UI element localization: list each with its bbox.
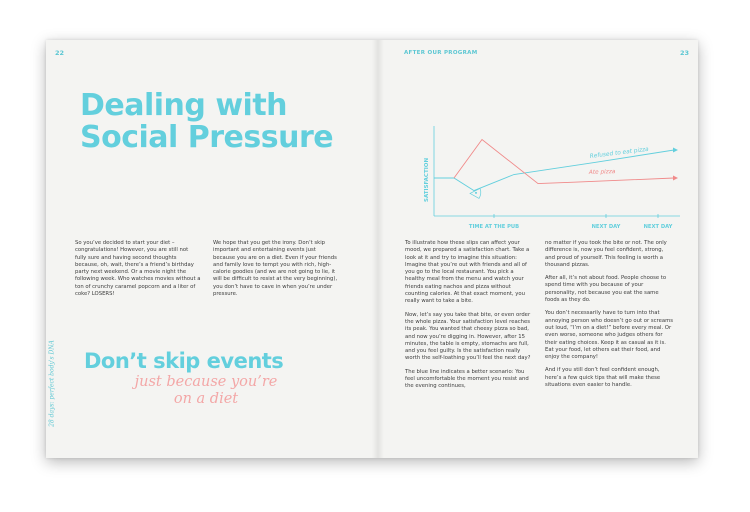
paragraph: The blue line indicates a better scenario: You feel uncomfortable the moment you resist and the evening continues, [405,368,529,390]
vertical-book-title: 28 days: perfect body's DNA [48,340,56,427]
right-page-number: 23 [679,49,689,57]
running-head: AFTER OUR PROGRAM [404,50,478,56]
heading-line-1: Dealing with [80,88,288,123]
paragraph: After all, it’s not about food. People choose to spend time with you because of your personality, not because you eat the same foods as they do. [545,275,667,304]
script-subtitle [106,374,306,408]
paragraph: So you’ve decided to start your diet – congratulations! However, you are still not fully sure and having second thoughts because, oh, wait, there’s a friend’s birthday party next weekend. Or a movie night the following week. Who watches movies without a ton of crunchy caramel popcorn and a liter of coke? LOSERS! [75,240,201,298]
x-tick-label: NEXT DAY [591,224,621,230]
page-fold [372,40,384,458]
body-column-1 [75,240,201,304]
series-line-1 [454,140,674,184]
satisfaction-chart [394,120,684,230]
body-column-3 [405,240,532,397]
series-arrow-1 [673,176,678,181]
script-line-1: just because you’re [134,374,278,390]
body-column-4 [545,240,673,395]
script-line-2: on a diet [173,391,239,407]
series-label-1: Ate pizza [588,169,616,177]
paragraph: We hope that you get the irony. Don’t skip important and entertaining events just because you are on a diet. Even if your friends and family love to tempt you with rich, high-calorie goodies (and we are not going to lie, it will be difficult to resist at the very beginning), you don’t have to cave in when you’re under pressure. [213,240,338,298]
y-axis-label: SATISFACTION [424,157,430,202]
series-arrow-0 [673,148,678,153]
pizza-topping [475,192,477,194]
paragraph: You don’t necessarily have to turn into that annoying person who doesn’t go out or screams out loud, “I’m on a diet!” before every meal. Or even worse, someone who judges others for their eating choices. Keep it as casual as it is. Eat your food, let others eat their food, and enjoy the company! [545,310,673,361]
series-label-0: Refused to eat pizza [589,146,650,160]
magazine-spread [46,40,698,458]
section-heading: Don’t skip events [84,349,284,373]
x-tick-label: NEXT DAY [643,224,673,230]
page-heading [80,90,333,154]
left-page-number: 22 [55,49,65,57]
body-column-2 [213,240,339,304]
paragraph: To illustrate how these slips can affect your mood, we prepared a satisfaction chart. Take a look at it and try to imagine this situation: Imagine that you’re out with friends and all of you go to the local restaurant. You pick a healthy meal from the menu and watch your friends eating nachos and pizza without counting calories. At that exact moment, you really want to take a bite. [405,240,530,305]
paragraph: no matter if you took the bite or not. The only difference is, now you feel confident, strong, and proud of yourself. This feeling is worth a thousand pizzas. [545,240,667,268]
x-tick-label: TIME AT THE PUB [468,224,520,230]
paragraph: Now, let’s say you take that bite, or even order the whole pizza. Your satisfaction level reaches its peak. You wanted that cheesy pizza so bad, and now you’re digging in. However, after 15 minutes, the table is empty, stomachs are full, and you feel guilty. Is the satisfaction really worth the self-loathing you’ll feel the next day? [405,311,531,362]
paragraph: And if you still don’t feel confident enough, here’s a few quick tips that will make these situations even easier to handle. [545,367,661,389]
heading-line-2: Social Pressure [80,120,334,155]
